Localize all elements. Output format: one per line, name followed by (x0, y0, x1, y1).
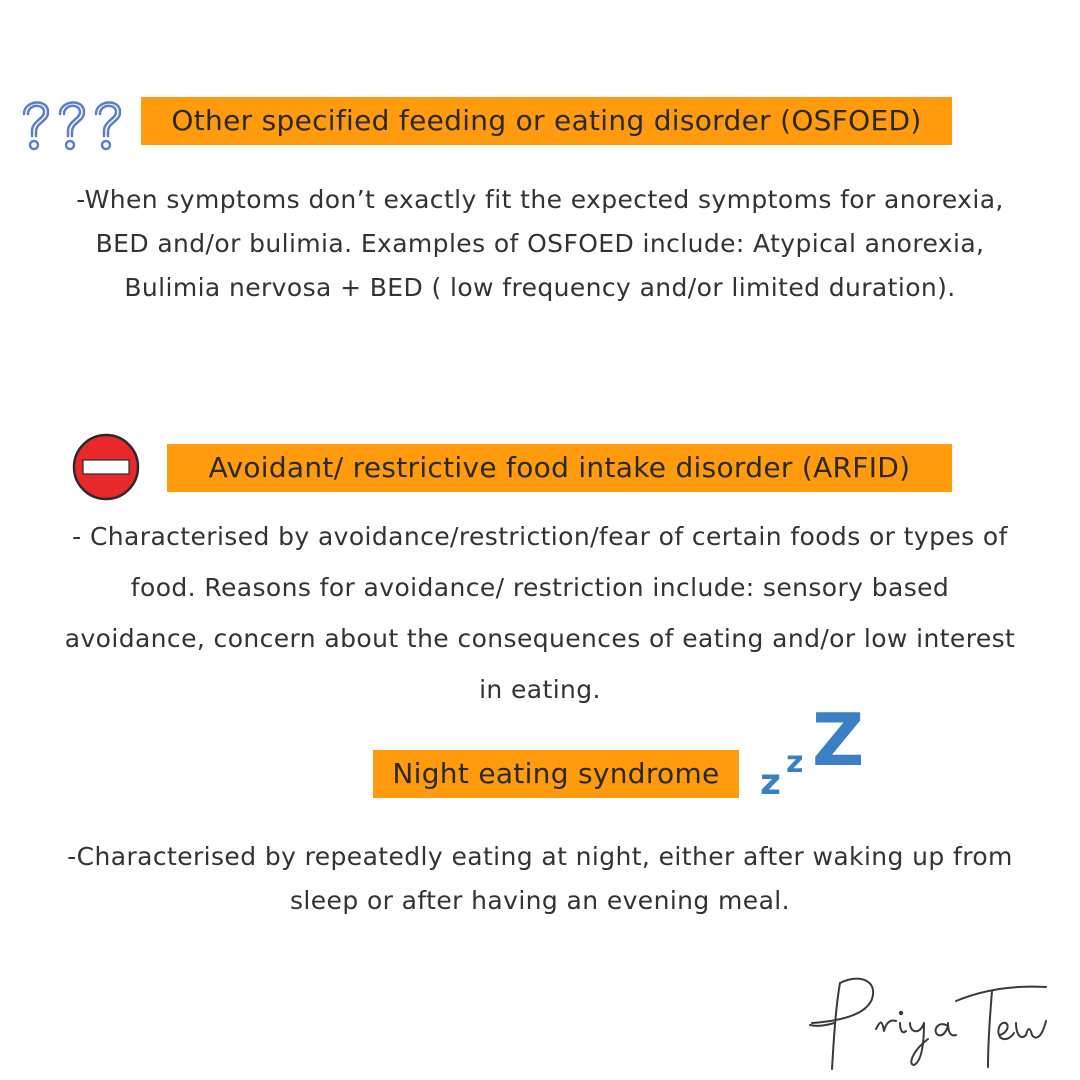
large-z-glyph: Z (812, 698, 865, 782)
small-z-glyph: z (760, 762, 781, 803)
signature-image (800, 965, 1060, 1079)
medium-z-glyph: z (786, 745, 804, 780)
question-marks-icon (18, 94, 133, 154)
arfid-description: - Characterised by avoidance/restriction/fear of certain foods or types of food. Reasons for avoidance/ restriction include: sensory based avoidance, concern about the consequences of eating and/or low interest in eating. (64, 522, 1016, 704)
osfoed-heading: Other specified feeding or eating disorder (OSFOED) (141, 97, 952, 145)
arfid-heading: Avoidant/ restrictive food intake disorder (ARFID) (167, 444, 952, 492)
osfoed-description: -When symptoms don’t exactly fit the expected symptoms for anorexia, BED and/or bulimia. Examples of OSFOED include: Atypical anorexia, Bulimia nervosa + BED ( low frequency and/or limited duration). (76, 185, 1004, 302)
no-entry-icon (72, 433, 140, 501)
night-eating-description: -Characterised by repeatedly eating at night, either after waking up from sleep or after having an evening meal. (67, 842, 1013, 915)
night-eating-heading: Night eating syndrome (373, 750, 739, 798)
